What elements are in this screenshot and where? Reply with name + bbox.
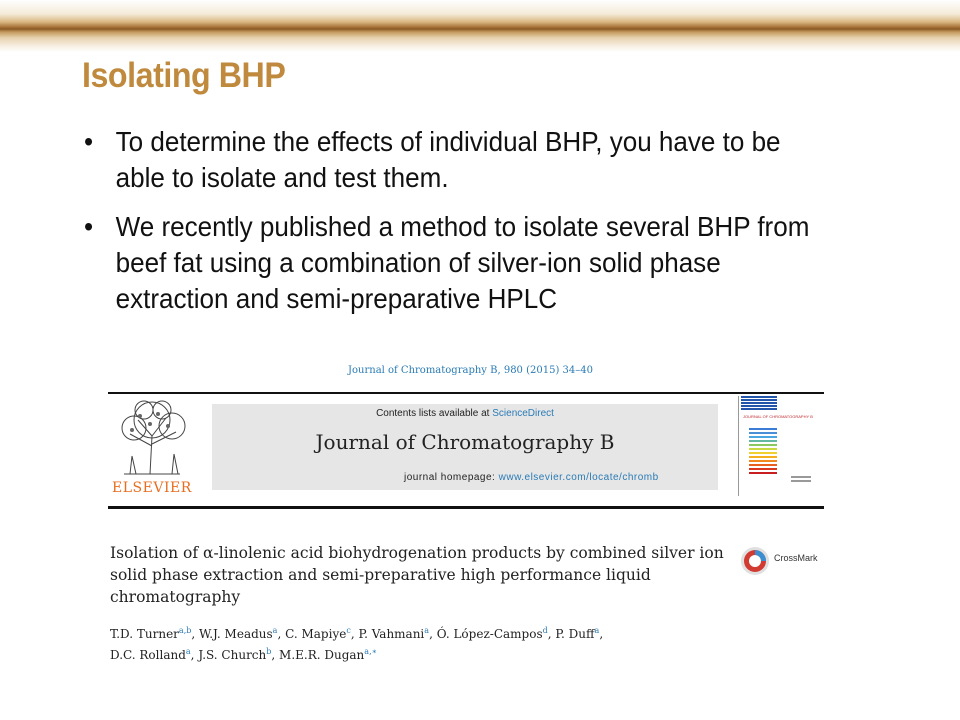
bullet-dot: •: [84, 211, 94, 242]
author-line-1: [110, 622, 750, 643]
journal-cover-icon: [739, 396, 819, 496]
contents-line: [212, 408, 718, 419]
homepage-link[interactable]: www.elsevier.com/locate/chromb: [498, 472, 659, 483]
author-affiliation[interactable]: d: [542, 626, 548, 635]
author-name[interactable]: D.C. Rolland: [110, 648, 186, 662]
author-name[interactable]: P. Vahmani: [358, 627, 425, 641]
bullet-text: To determine the effects of individual BHP, you have to be able to isolate and test them.: [115, 126, 781, 193]
author-name[interactable]: W.J. Meadus: [199, 627, 273, 641]
journal-name: Journal of Chromatography B: [315, 430, 615, 454]
author-name[interactable]: Ó. López-Campos: [436, 627, 543, 641]
crossmark-label: CrossMark: [774, 553, 818, 563]
homepage-line: [404, 472, 659, 483]
paper-citation: Journal of Chromatography B, 980 (2015) 34–40: [348, 365, 593, 376]
author-separator: ,: [599, 627, 604, 641]
author-affiliation[interactable]: c: [346, 626, 351, 635]
author-affiliation[interactable]: a: [594, 626, 600, 635]
author-affiliation[interactable]: b: [266, 647, 272, 656]
top-decorative-band: [0, 0, 960, 52]
elsevier-wordmark: ELSEVIER: [112, 480, 192, 496]
author-name[interactable]: J.S. Church: [198, 648, 267, 662]
crossmark-icon: [740, 546, 770, 576]
homepage-prefix: journal homepage:: [404, 472, 499, 483]
author-affiliation[interactable]: a: [272, 626, 278, 635]
author-affiliation[interactable]: a,∗: [364, 647, 378, 656]
bullet-dot: •: [84, 126, 94, 157]
journal-header: [108, 392, 824, 509]
journal-cover-thumbnail: [738, 396, 819, 496]
bullet-item: [84, 209, 828, 317]
paper-title: Isolation of α-linolenic acid biohydrogenation products by combined silver ion solid phase extraction and semi-preparative high performance liquid chromatography: [110, 544, 724, 606]
author-list: [110, 622, 750, 664]
author-affiliation[interactable]: a,b: [178, 626, 192, 635]
author-name[interactable]: P. Duff: [555, 627, 595, 641]
slide-title: Isolating BHP: [82, 56, 286, 95]
author-separator: ,: [191, 627, 199, 641]
author-name[interactable]: T.D. Turner: [110, 627, 179, 641]
elsevier-tree-icon: [110, 396, 196, 478]
author-affiliation[interactable]: a: [185, 647, 191, 656]
author-affiliation[interactable]: a: [424, 626, 430, 635]
author-separator: ,: [429, 627, 437, 641]
paper-excerpt-image: [108, 362, 824, 662]
author-separator: ,: [190, 648, 199, 662]
author-separator: ,: [277, 627, 286, 641]
author-name[interactable]: M.E.R. Dugan: [279, 648, 365, 662]
bullet-list: [84, 124, 884, 330]
cover-title: JOURNAL OF CHROMATOGRAPHY B: [743, 414, 813, 419]
sciencedirect-link[interactable]: ScienceDirect: [492, 408, 554, 419]
author-separator: ,: [547, 627, 556, 641]
bullet-text: We recently published a method to isolate several BHP from beef fat using a combination of silver-ion solid phase extraction and semi-preparative HPLC: [115, 211, 810, 314]
author-name[interactable]: C. Mapiye: [285, 627, 347, 641]
journal-info-box: [212, 404, 718, 490]
author-separator: ,: [271, 648, 280, 662]
contents-prefix: Contents lists available at: [376, 408, 493, 419]
elsevier-logo: [110, 396, 196, 496]
crossmark-badge[interactable]: [740, 546, 830, 576]
author-line-2: [110, 643, 750, 664]
bullet-item: [84, 124, 828, 196]
author-separator: ,: [350, 627, 359, 641]
